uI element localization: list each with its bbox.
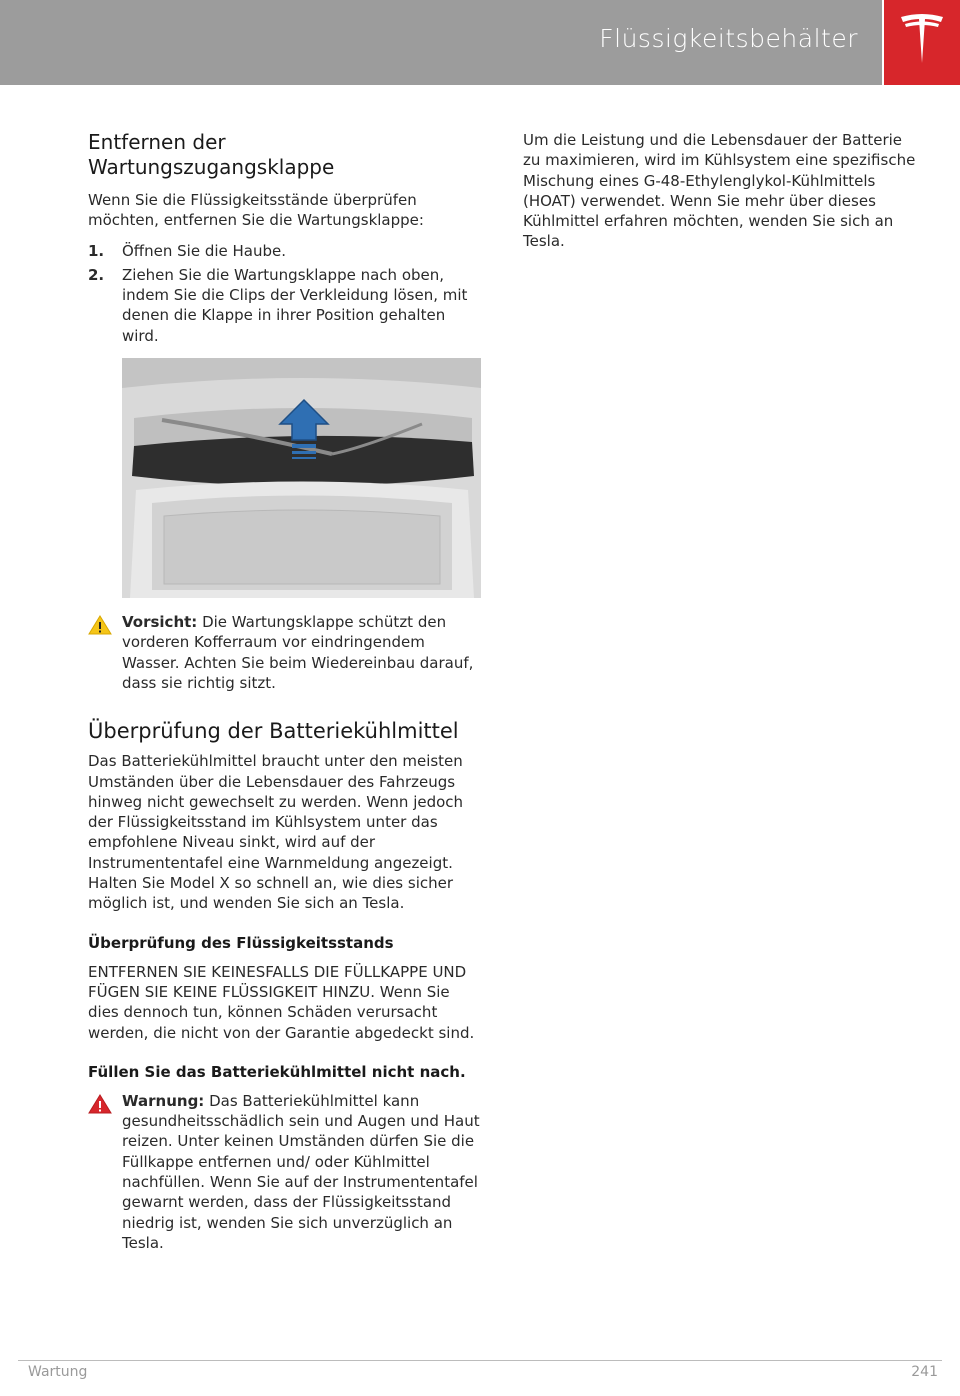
warning-note — [88, 1091, 483, 1253]
left-column — [88, 130, 483, 1265]
warning-text: Das Batteriekühlmittel kann gesundheitsschädlich sein und Augen und Haut reizen. Unter keinen Umständen dürfen Sie die Füllkappe entfernen und/ oder Kühlmittel nachfüllen. Wenn Sie auf der Instrumententafel gewarnt werden, dass der Flüssigkeitsstand niedrig ist, wenden Sie sich unverzüglich an Tesla. — [122, 1091, 480, 1252]
warning-label: Warnung: — [122, 1091, 205, 1110]
caution-note — [88, 612, 483, 693]
intro-text: Wenn Sie die Flüssigkeitsstände überprüfen möchten, entfernen Sie die Wartungsklappe: — [88, 191, 424, 230]
fluid-level-text: ENTFERNEN SIE KEINESFALLS DIE FÜLLKAPPE UND FÜGEN SIE KEINE FLÜSSIGKEIT HINZU. Wenn Sie dies dennoch tun, können Schäden verursacht werden, die nicht von der Garantie abgedeckt sind. — [88, 962, 475, 1042]
footer-section-name: Wartung — [28, 1364, 88, 1380]
battery-coolant-text: Das Batteriekühlmittel braucht unter den meisten Umständen über die Lebensdauer des Fahrzeugs hinweg nicht gewechselt zu werden. Wenn jedoch der Flüssigkeitsstand im Kühlsystem unter das empfohlene Niveau sinkt, wird auf der Instrumententafel eine Warnmeldung angezeigt. Halten Sie Model X so schnell an, wie dies sicher möglich ist, und wenden Sie sich an Tesla. — [88, 752, 464, 913]
right-column — [523, 130, 923, 262]
section-heading-battery-coolant: Überprüfung der Batteriekühlmittel — [88, 719, 459, 744]
section-heading-remove-panel: Entfernen der Wartungszugangsklappe — [88, 130, 335, 179]
list-item — [88, 265, 483, 346]
caution-text: Die Wartungsklappe schützt den vorderen Kofferraum vor eindringendem Wasser. Achten Sie beim Wiedereinbau darauf, dass sie richtig sitzt. — [122, 613, 474, 692]
step-text: Öffnen Sie die Haube. — [122, 241, 287, 260]
step-number: 1. — [88, 241, 105, 260]
footer-divider — [18, 1360, 942, 1361]
caution-label: Vorsicht: — [122, 613, 198, 632]
subheading-fluid-level: Überprüfung des Flüssigkeitsstands — [88, 933, 394, 952]
maintenance-panel-illustration — [122, 358, 481, 598]
warning-triangle-icon — [88, 1091, 122, 1253]
brand-logo-box — [884, 0, 960, 85]
page-title: Flüssigkeitsbehälter — [599, 24, 858, 53]
list-item — [88, 241, 483, 261]
step-number: 2. — [88, 265, 105, 284]
coolant-info-text: Um die Leistung und die Lebensdauer der Batterie zu maximieren, wird im Kühlsystem eine spezifische Mischung eines G-48-Ethylenglykol-Kühlmittels (HOAT) verwendet. Wenn Sie mehr über dieses Kühlmittel erfahren möchten, wenden Sie sich an Tesla. — [523, 131, 916, 251]
tesla-logo-icon — [899, 13, 945, 69]
page-number: 241 — [911, 1364, 938, 1380]
step-text: Ziehen Sie die Wartungsklappe nach oben, indem Sie die Clips der Verkleidung lösen, mit denen die Klappe in ihrer Position gehalten wird. — [122, 265, 468, 345]
caution-triangle-icon — [88, 612, 122, 693]
steps-list — [88, 241, 483, 346]
subheading-no-refill: Füllen Sie das Batteriekühlmittel nicht nach. — [88, 1062, 466, 1081]
